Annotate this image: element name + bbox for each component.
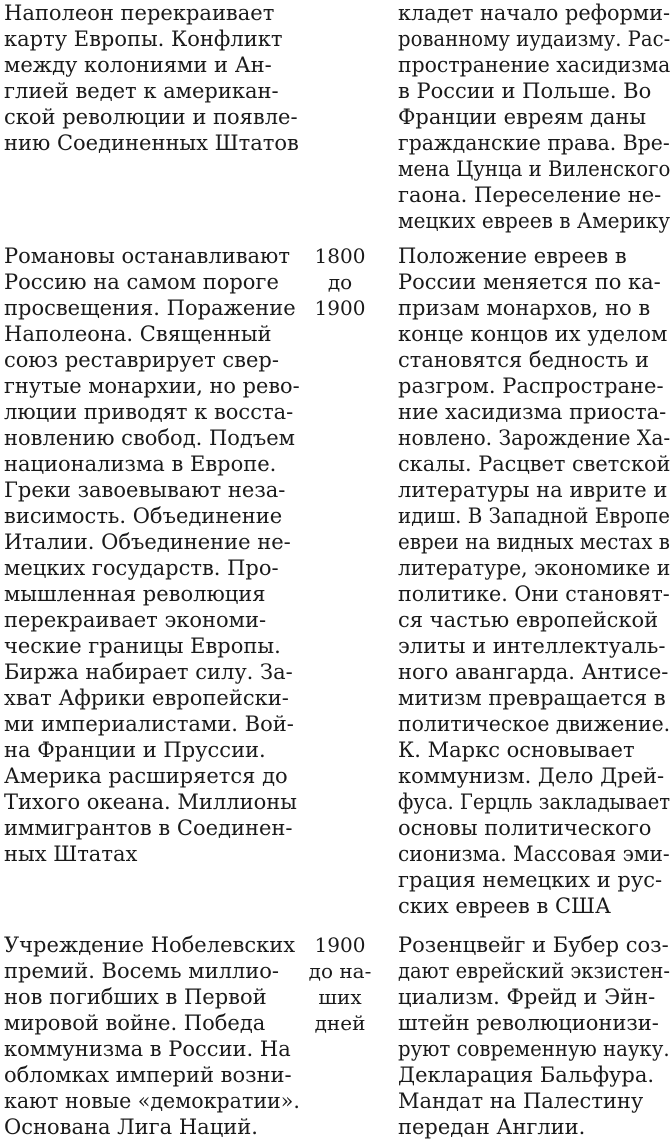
text-line: литературе, экономике и <box>398 556 671 580</box>
text-line: 1900 <box>314 296 366 320</box>
text-line: перекраивает экономи- <box>4 608 267 632</box>
text-line: 1900 <box>314 933 366 957</box>
text-line: 1800 <box>314 244 366 268</box>
text-line: ских евреев в США <box>398 894 611 918</box>
text-line: политическое движение. <box>398 712 671 736</box>
text-line: рованному иудаизму. Рас- <box>398 27 671 51</box>
jewish-history <box>398 243 670 919</box>
period-label <box>304 243 376 321</box>
text-line: между колониями и Ан- <box>4 53 272 77</box>
text-line: глией ведет к американ- <box>4 79 279 103</box>
text-line: митизм превращается в <box>398 686 666 710</box>
world-events <box>4 932 300 1140</box>
text-line: новлению свобод. Подъем <box>4 426 295 450</box>
text-line: Наполеона. Священный <box>4 322 272 346</box>
text-line: Италии. Объединение не- <box>4 530 291 554</box>
text-line: премий. Восемь миллио- <box>4 959 279 983</box>
text-line: гаона. Переселение не- <box>398 183 662 207</box>
text-line: дают еврейский экзистен- <box>398 959 670 983</box>
text-line: Мандат на Палестину <box>398 1089 644 1113</box>
text-line: становятся бедность и <box>398 348 650 372</box>
text-line: гнутые монархии, но рево- <box>4 374 300 398</box>
text-line: хват Африки европейски- <box>4 686 289 710</box>
world-events <box>4 0 300 156</box>
text-line: сионизма. Массовая эми- <box>398 842 670 866</box>
text-line: дней <box>314 1011 366 1035</box>
text-line: кают новые «демократии». <box>4 1089 300 1113</box>
text-line: новлено. Зарождение Ха- <box>398 426 671 450</box>
text-line: евреи на видных местах в <box>398 530 670 554</box>
text-line: гражданские права. Вре- <box>398 131 670 155</box>
text-line: штейн революционизи- <box>398 1011 659 1035</box>
text-line: идиш. В Западной Европе <box>398 504 670 528</box>
text-line: России меняется по ка- <box>398 270 661 294</box>
text-line: пространение хасидизма <box>398 53 671 77</box>
text-line: люции приводят к восста- <box>4 400 294 424</box>
text-line: Биржа набирает силу. За- <box>4 660 293 684</box>
text-line: до <box>327 270 353 294</box>
text-line: ших <box>318 985 362 1009</box>
text-line: Розенцвейг и Бубер соз- <box>398 933 669 957</box>
text-line: Наполеон перекраивает <box>4 1 275 25</box>
jewish-history <box>398 932 670 1140</box>
text-line: мировой войне. Победа <box>4 1011 266 1035</box>
text-line: обломках империй возни- <box>4 1063 292 1087</box>
text-line: висимость. Объединение <box>4 504 283 528</box>
text-line: призам монархов, но в <box>398 296 651 320</box>
text-line: Основана Лига Наций. <box>4 1115 258 1139</box>
text-line: Россию на самом пороге <box>4 270 279 294</box>
text-line: литературы на иврите и <box>398 478 668 502</box>
text-line: ми империалистами. Вой- <box>4 712 294 736</box>
text-line: основы политического <box>398 816 652 840</box>
text-line: коммунизма в России. На <box>4 1037 291 1061</box>
text-line: на Франции и Пруссии. <box>4 738 266 762</box>
text-line: Франции евреям даны <box>398 105 647 129</box>
world-events <box>4 243 300 867</box>
text-line: разгром. Распростране- <box>398 374 664 398</box>
text-line: карту Европы. Конфликт <box>4 27 283 51</box>
text-line: нов погибших в Первой <box>4 985 267 1009</box>
text-line: конце концов их уделом <box>398 322 668 346</box>
text-line: циализм. Фрейд и Эйн- <box>398 985 656 1009</box>
text-line: нию Соединенных Штатов <box>4 131 299 155</box>
text-line: Декларация Бальфура. <box>398 1063 655 1087</box>
text-line: К. Маркс основывает <box>398 738 635 762</box>
text-line: мышленная революция <box>4 582 266 606</box>
text-line: ской революции и появле- <box>4 105 298 129</box>
text-line: Америка расширяется до <box>4 764 288 788</box>
text-line: ных Штатах <box>4 842 138 866</box>
text-line: до на- <box>308 959 372 983</box>
text-line: скалы. Расцвет светской <box>398 452 671 476</box>
text-line: фуса. Герцль закладывает <box>398 790 671 814</box>
text-line: мецких евреев в Америку <box>398 209 671 233</box>
jewish-history <box>398 0 670 234</box>
text-line: союз реставрирует свер- <box>4 348 279 372</box>
text-line: мецких государств. Про- <box>4 556 279 580</box>
text-line: национализма в Европе. <box>4 452 277 476</box>
text-line: элиты и интеллектуаль- <box>398 634 666 658</box>
text-line: в России и Польше. Во <box>398 79 652 103</box>
text-line: передан Англии. <box>398 1115 586 1139</box>
text-line: ного авангарда. Антисе- <box>398 660 669 684</box>
text-line: Учреждение Нобелевских <box>4 933 296 957</box>
text-line: мена Цунца и Виленского <box>398 157 671 181</box>
text-line: руют современную науку. <box>398 1037 670 1061</box>
period-label <box>304 932 376 1036</box>
text-line: просвещения. Поражение <box>4 296 296 320</box>
text-line: ся частью европейской <box>398 608 659 632</box>
text-line: грация немецких и рус- <box>398 868 663 892</box>
text-line: политике. Они становят- <box>398 582 670 606</box>
text-line: Тихого океана. Миллионы <box>4 790 297 814</box>
text-line: ние хасидизма приоста- <box>398 400 667 424</box>
text-line: иммигрантов в Соединен- <box>4 816 293 840</box>
text-line: ческие границы Европы. <box>4 634 281 658</box>
text-line: кладет начало реформи- <box>398 1 671 25</box>
text-line: коммунизм. Дело Дрей- <box>398 764 665 788</box>
text-line: Романовы останавливают <box>4 244 290 268</box>
text-line: Положение евреев в <box>398 244 627 268</box>
text-line: Греки завоевывают неза- <box>4 478 286 502</box>
